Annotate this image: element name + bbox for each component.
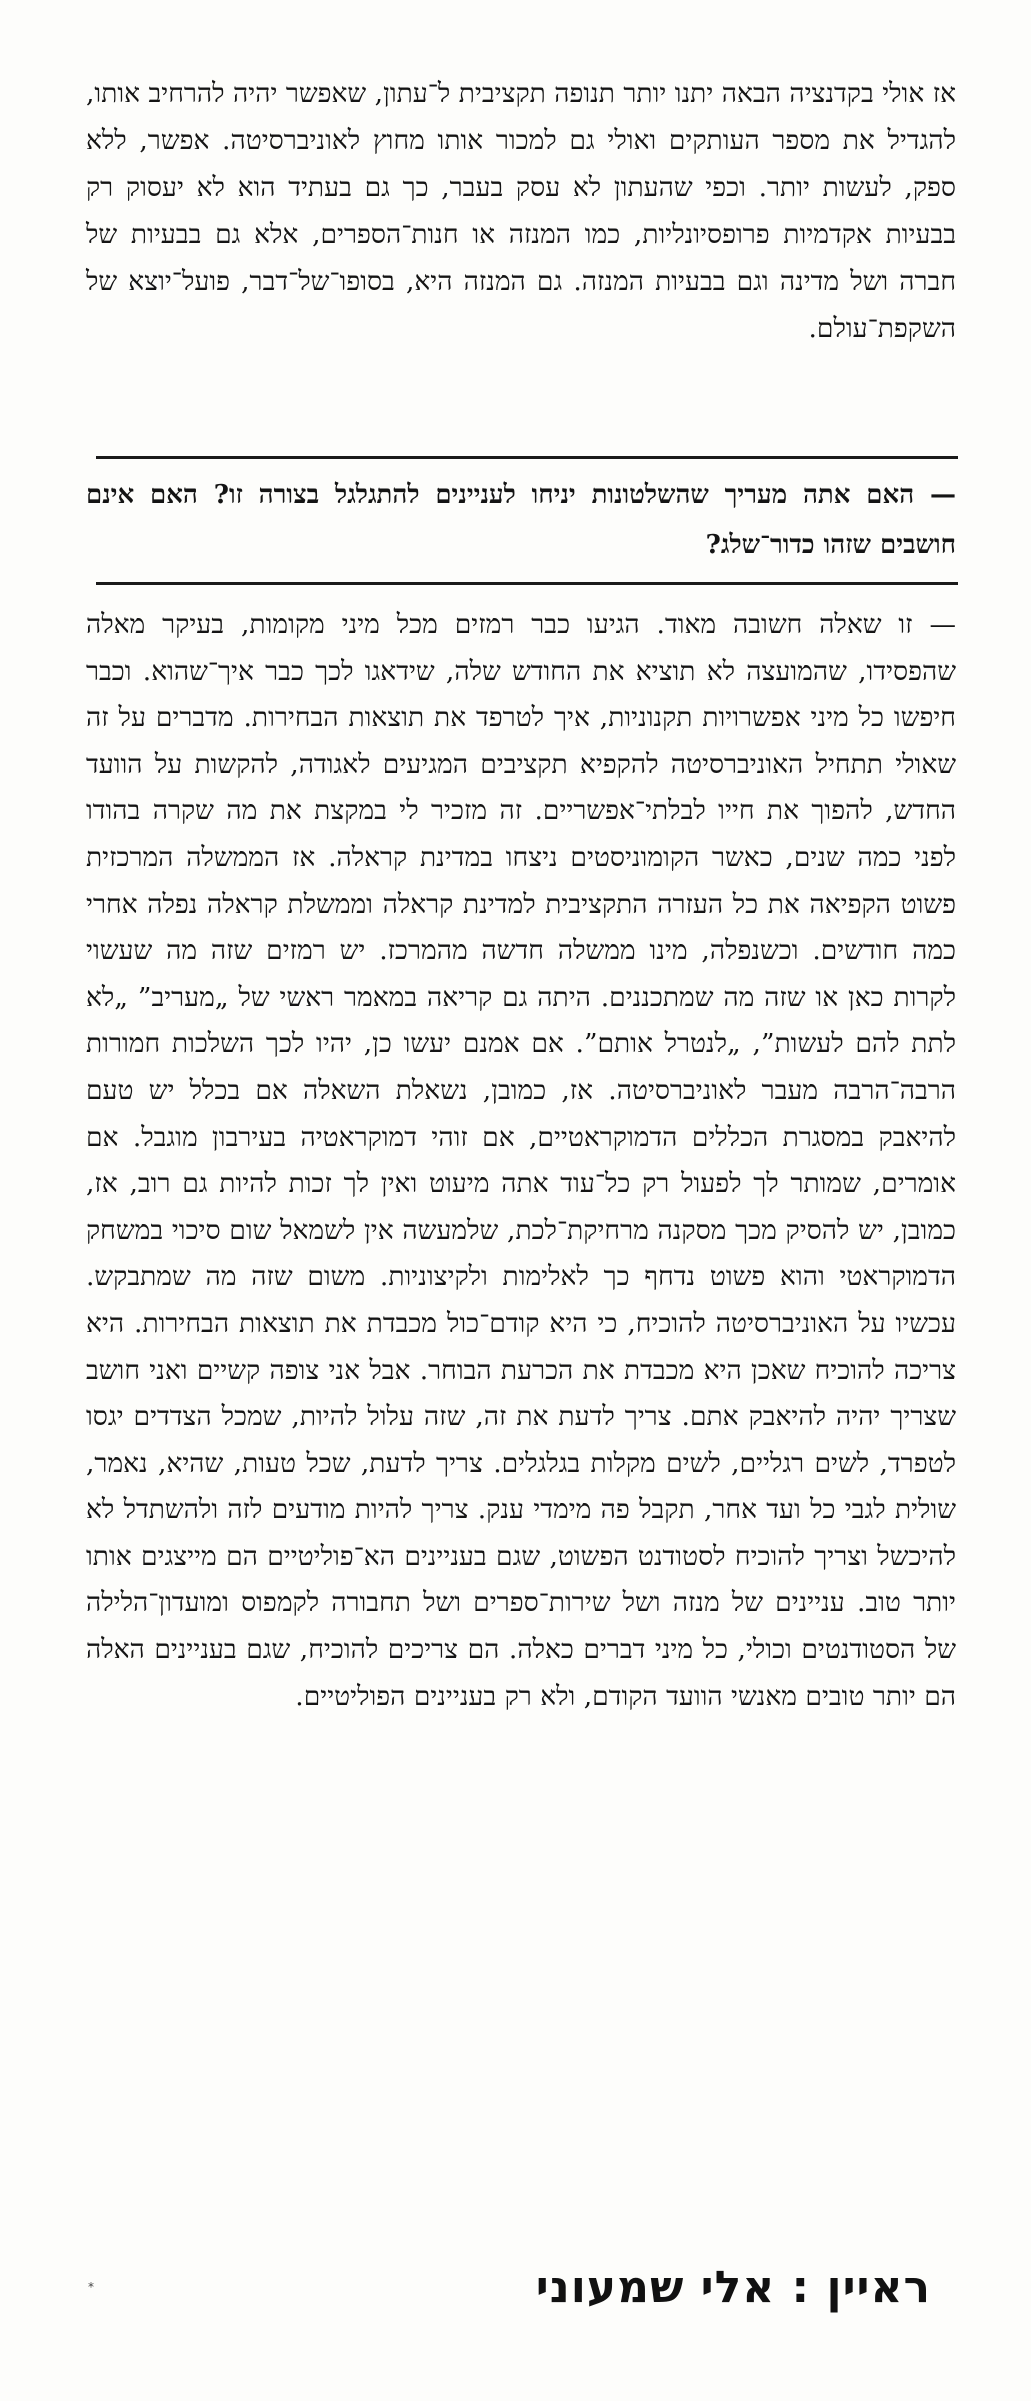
intro-paragraph: אז אולי בקדנציה הבאה יתנו יותר תנופה תקציבית ל־עתון, שאפשר יהיה להרחיב אותו, להגדיל את מספר העותקים ואולי גם למכור אותו מחוץ לאוניברסיטה. אפשר, ללא ספק, לעשות יותר. וכפי שהעתון לא עסק בעבר, כך גם בעתיד הוא לא יעסוק רק בבעיות אקדמיות פרופסיונליות, כמו המנזה או חנות־הספרים, אלא גם בבעיות של חברה ושל מדינה וגם בבעיות המנזה. גם המנזה היא, בסופו־של־דבר, פועל־יוצא של השקפת־עולם. [86, 78, 956, 344]
interview-answer: — זו שאלה חשובה מאוד. הגיעו כבר רמזים מכל מיני מקומות, בעיקר מאלה שהפסידו, שהמועצה לא תוציא את החודש שלה, שידאגו לכך כבר איך־שהוא. וכבר חיפשו כל מיני אפשרויות תקנוניות, איך לטרפד את תוצאות הבחירות. מדברים על זה שאולי תתחיל האוניברסיטה להקפיא תקציבים המגיעים לאגודה, להקשות על הוועד החדש, להפוך את חייו לבלתי־אפשריים. זה מזכיר לי במקצת את מה שקרה בהודו לפני כמה שנים, כאשר הקומוניסטים ניצחו במדינת קראלה. אז הממשלה המרכזית פשוט הקפיאה את כל העזרה התקציבית למדינת קראלה וממשלת קראלה נפלה אחרי כמה חודשים. וכשנפלה, מינו ממשלה חדשה מהמרכז. יש רמזים שזה מה שעשוי לקרות כאן או שזה מה שמתכננים. היתה גם קריאה במאמר ראשי של „מעריב” „לא לתת להם לעשות”, „לנטרל אותם”. אם אמנם יעשו כן, יהיו לכך השלכות חמורות הרבה־הרבה מעבר לאוניברסיטה. אז, כמובן, נשאלת השאלה אם בכלל יש טעם להיאבק במסגרת הכללים הדמוקראטיים, אם זוהי דמוקראטיה בעירבון מוגבל. אם אומרים, שמותר לך לפעול רק כל־עוד אתה מיעוט ואין לך זכות להיות גם רוב, אז, כמובן, יש להסיק מכך מסקנה מרחיקת־לכת, שלמעשה אין לשמאל שום סיכוי במשחק הדמוקראטי והוא פשוט נדחף כך לאלימות ולקיצוניות. משום שזה מה שמתבקש. עכשיו על האוניברסיטה להוכיח, כי היא קודם־כול מכבדת את תוצאות הבחירות. היא צריכה להוכיח שאכן היא מכבדת את הכרעת הבוחר. אבל אני צופה קשיים ואני חושב שצריך יהיה להיאבק אתם. צריך לדעת את זה, שזה עלול להיות, שמכל הצדדים יגסו לטפרד, לשים רגליים, לשים מקלות בגלגלים. צריך לדעת, שכל טעות, שהיא, נאמר, שולית לגבי כל ועד אחר, תקבל פה מימדי ענק. צריך להיות מודעים לזה ולהשתדל לא להיכשל וצריך להוכיח לסטודנט הפשוט, שגם בעניינים הא־פוליטיים הם מייצגים אותו יותר טוב. עניינים של מנזה ושל שירות־ספרים ושל תחבורה לקמפוס ומועדון־הלילה של הסטודנטים וכולי, כל מיני דברים כאלה. הם צריכים להוכיח, שגם בעניינים האלה הם יותר טובים מאנשי הוועד הקודם, ולא רק בעניינים הפוליטיים. [86, 609, 956, 1712]
question-bottom-rule [96, 582, 958, 585]
question-top-rule [96, 456, 958, 459]
margin-mark: * [88, 2280, 94, 2294]
interviewer-byline: ראיין : אלי שמעוני [535, 2262, 931, 2313]
interview-question: — האם אתה מעריך שהשלטונות יניחו לעניינים להתגלגל בצורה זו? האם אינם חושבים שזהו כדור־שלג? [86, 480, 956, 560]
